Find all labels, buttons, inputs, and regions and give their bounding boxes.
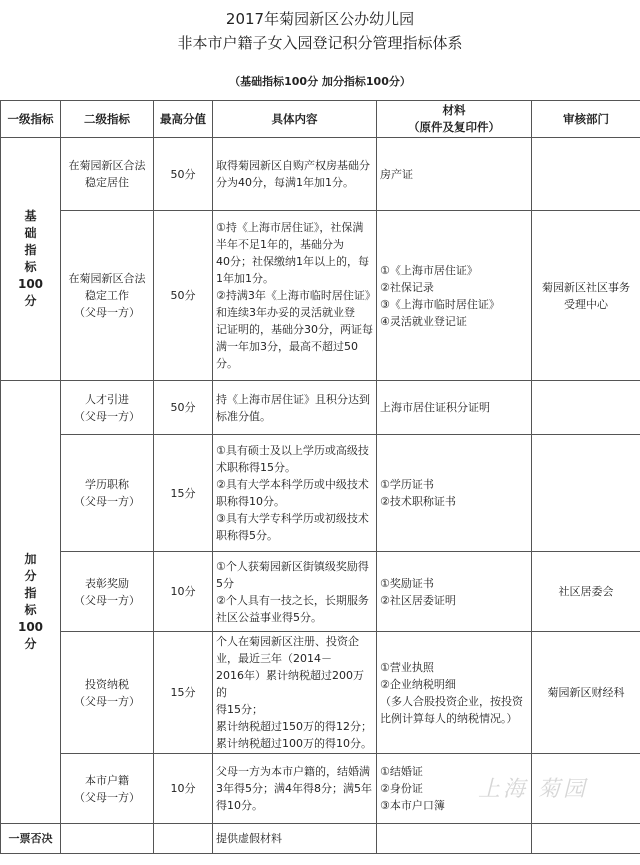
content-line: 半年不足1年的，基础分为: [216, 238, 344, 251]
level2-cell: [61, 552, 154, 632]
title-line-1: 2017年菊园新区公办幼儿园: [225, 10, 415, 28]
section-bonus-char: 标: [24, 603, 37, 617]
content-line: 持《上海市居住证》且积分达到: [216, 392, 370, 406]
content-cell: [213, 138, 377, 211]
dept-line: 菊园新区社区事务: [542, 280, 630, 294]
material-cell: [377, 552, 532, 632]
material-line: ①学历证书: [380, 478, 434, 491]
empty-cell: [377, 824, 532, 854]
content-cell: [213, 632, 377, 754]
content-line: 累计纳税超过150万的得12分；: [216, 720, 372, 733]
level2-line: 稳定居住: [85, 176, 129, 189]
level2-line: （父母一方）: [74, 409, 140, 423]
material-line: 房产证: [380, 167, 413, 181]
content-line: ①具有硕士及以上学历或高级技: [216, 444, 369, 457]
content-line: ②个人具有一技之长，长期服务: [216, 593, 369, 607]
content-line: ②具有大学本科学历或中级技术: [216, 478, 369, 491]
level2-line: 表彰奖励: [85, 576, 129, 590]
dept-cell: [532, 138, 640, 211]
veto-content: 提供虚假材料: [213, 824, 377, 854]
content-cell: [213, 552, 377, 632]
level2-line: 学历职称: [85, 478, 129, 491]
max-cell: 50分: [154, 381, 213, 435]
section-basic-char: 100: [17, 277, 44, 291]
material-cell: [377, 381, 532, 435]
table-row: [1, 435, 640, 552]
material-line: ①结婚证: [380, 765, 423, 778]
table-row: [1, 138, 640, 211]
material-line: （多人合股投资企业，按投资: [380, 694, 523, 708]
material-line: ①营业执照: [380, 660, 434, 674]
material-line: 上海市居住证积分证明: [380, 401, 490, 414]
col-level1: 一级指标: [1, 101, 61, 138]
table-header-row: [1, 101, 640, 138]
content-line: 3年得5分；满4年得8分；满5年: [216, 782, 372, 795]
points-table: [0, 100, 640, 854]
material-cell: [377, 211, 532, 381]
dept-line: 受理中心: [564, 297, 608, 311]
content-line: 2016年）累计纳税超过200万的: [216, 669, 364, 699]
max-cell: 10分: [154, 754, 213, 824]
content-cell: [213, 211, 377, 381]
level2-line: （父母一方）: [74, 694, 140, 708]
watermark: 上海 菊园: [478, 777, 588, 802]
col-dept: 审核部门: [532, 101, 640, 138]
col-content: 具体内容: [213, 101, 377, 138]
col-max: 最高分值: [154, 101, 213, 138]
veto-label: 一票否决: [1, 824, 61, 854]
level2-line: （父母一方）: [74, 593, 140, 607]
content-line: ②持满3年《上海市临时居住证》: [216, 289, 376, 302]
dept-cell: [532, 552, 640, 632]
max-cell: 15分: [154, 632, 213, 754]
veto-row: [1, 824, 640, 854]
level2-line: （父母一方）: [74, 306, 140, 319]
max-cell: 10分: [154, 552, 213, 632]
dept-cell: [532, 632, 640, 754]
material-line: 比例计算每人的纳税情况。）: [380, 711, 518, 725]
empty-cell: [154, 824, 213, 854]
level2-line: （父母一方）: [74, 495, 140, 508]
col-level2: 二级指标: [61, 101, 154, 138]
subtitle: （基础指标100分 加分指标100分）: [229, 75, 411, 88]
material-line: ④灵活就业登记证: [380, 314, 467, 328]
section-bonus-char: 加: [24, 552, 37, 566]
level2-cell: [61, 381, 154, 435]
material-line: ②社区居委证明: [380, 593, 456, 607]
content-line: 40分；社保缴纳1年以上的，每: [216, 255, 369, 268]
content-line: 社区公益事业得5分。: [216, 610, 322, 624]
material-line: ③《上海市临时居住证》: [380, 297, 500, 311]
section-basic-char: 分: [24, 294, 37, 308]
content-cell: [213, 435, 377, 552]
content-line: 业，最近三年（2014－: [216, 652, 332, 665]
table-row: [1, 632, 640, 754]
content-line: 累计纳税超过100万的得10分。: [216, 737, 372, 750]
content-cell: [213, 754, 377, 824]
material-cell: [377, 632, 532, 754]
max-cell: 50分: [154, 211, 213, 381]
empty-cell: [532, 824, 640, 854]
material-line: ③本市户口簿: [380, 799, 445, 812]
dept-cell: [532, 211, 640, 381]
level2-cell: [61, 632, 154, 754]
content-line: 父母一方为本市户籍的，结婚满: [216, 765, 370, 778]
material-line: ②社保记录: [380, 280, 434, 294]
level2-cell: [61, 211, 154, 381]
material-cell: [377, 435, 532, 552]
col-material: [377, 101, 532, 138]
content-line: 标准分值。: [216, 409, 271, 423]
content-line: 得10分。: [216, 799, 263, 812]
dept-line: 社区居委会: [558, 585, 614, 598]
section-bonus-char: 分: [24, 569, 37, 583]
section-basic-char: 基: [24, 209, 37, 223]
dept-cell: [532, 435, 640, 552]
section-basic-char: 标: [24, 260, 37, 274]
level2-cell: [61, 435, 154, 552]
content-line: 记证明的，基础分30分，两证每: [216, 323, 373, 336]
title-line-2: 非本市户籍子女入园登记积分管理指标体系: [177, 34, 463, 52]
table-row: [1, 552, 640, 632]
material-line: ②技术职称证书: [380, 495, 456, 508]
material-line: ①《上海市居住证》: [380, 263, 478, 277]
section-bonus-char: 指: [24, 586, 37, 600]
level2-line: （父母一方）: [74, 790, 140, 804]
content-line: 5分: [216, 576, 234, 590]
content-line: 得15分；: [216, 703, 263, 716]
level2-line: 在菊园新区合法: [68, 159, 146, 172]
section-bonus-char: 100: [17, 620, 44, 634]
content-line: 个人在菊园新区注册、投资企: [216, 635, 359, 648]
material-line: ②身份证: [380, 782, 423, 795]
content-line: ①持《上海市居住证》，社保满: [216, 221, 364, 234]
table-row: [1, 211, 640, 381]
content-line: ①个人获菊园新区街镇级奖励得: [216, 559, 369, 573]
content-line: 取得菊园新区自购产权房基础分: [216, 159, 370, 172]
content-line: 1年加1分。: [216, 272, 274, 285]
level2-cell: [61, 754, 154, 824]
level2-line: 本市户籍: [85, 773, 129, 787]
content-line: 分为40分，每满1年加1分。: [216, 176, 354, 189]
level2-line: 稳定工作: [85, 289, 129, 302]
max-cell: 15分: [154, 435, 213, 552]
content-line: ③具有大学专科学历或初级技术: [216, 512, 369, 525]
max-cell: 50分: [154, 138, 213, 211]
content-line: 职称得5分。: [216, 529, 278, 542]
section-bonus: [1, 381, 61, 824]
section-bonus-char: 分: [24, 637, 37, 651]
section-basic-char: 础: [24, 226, 37, 240]
level2-cell: [61, 138, 154, 211]
dept-cell: [532, 381, 640, 435]
col-material-line1: 材料: [442, 103, 466, 117]
content-line: 职称得10分。: [216, 495, 285, 508]
section-basic: [1, 138, 61, 381]
material-line: ②企业纳税明细: [380, 677, 456, 691]
level2-line: 人才引进: [85, 392, 129, 406]
material-line: ①奖励证书: [380, 576, 434, 590]
document-header: [0, 0, 640, 98]
level2-line: 在菊园新区合法: [68, 272, 146, 285]
material-cell: [377, 138, 532, 211]
content-line: 满一年加3分，最高不超过50分。: [216, 340, 358, 370]
level2-line: 投资纳税: [85, 677, 129, 691]
content-cell: [213, 381, 377, 435]
empty-cell: [61, 824, 154, 854]
section-basic-char: 指: [24, 243, 37, 257]
col-material-line2: （原件及复印件）: [408, 120, 500, 134]
table-row: [1, 381, 640, 435]
content-line: 术职称得15分。: [216, 461, 296, 474]
content-line: 和连续3年办妥的灵活就业登: [216, 306, 355, 319]
dept-line: 菊园新区财经科: [547, 686, 625, 699]
